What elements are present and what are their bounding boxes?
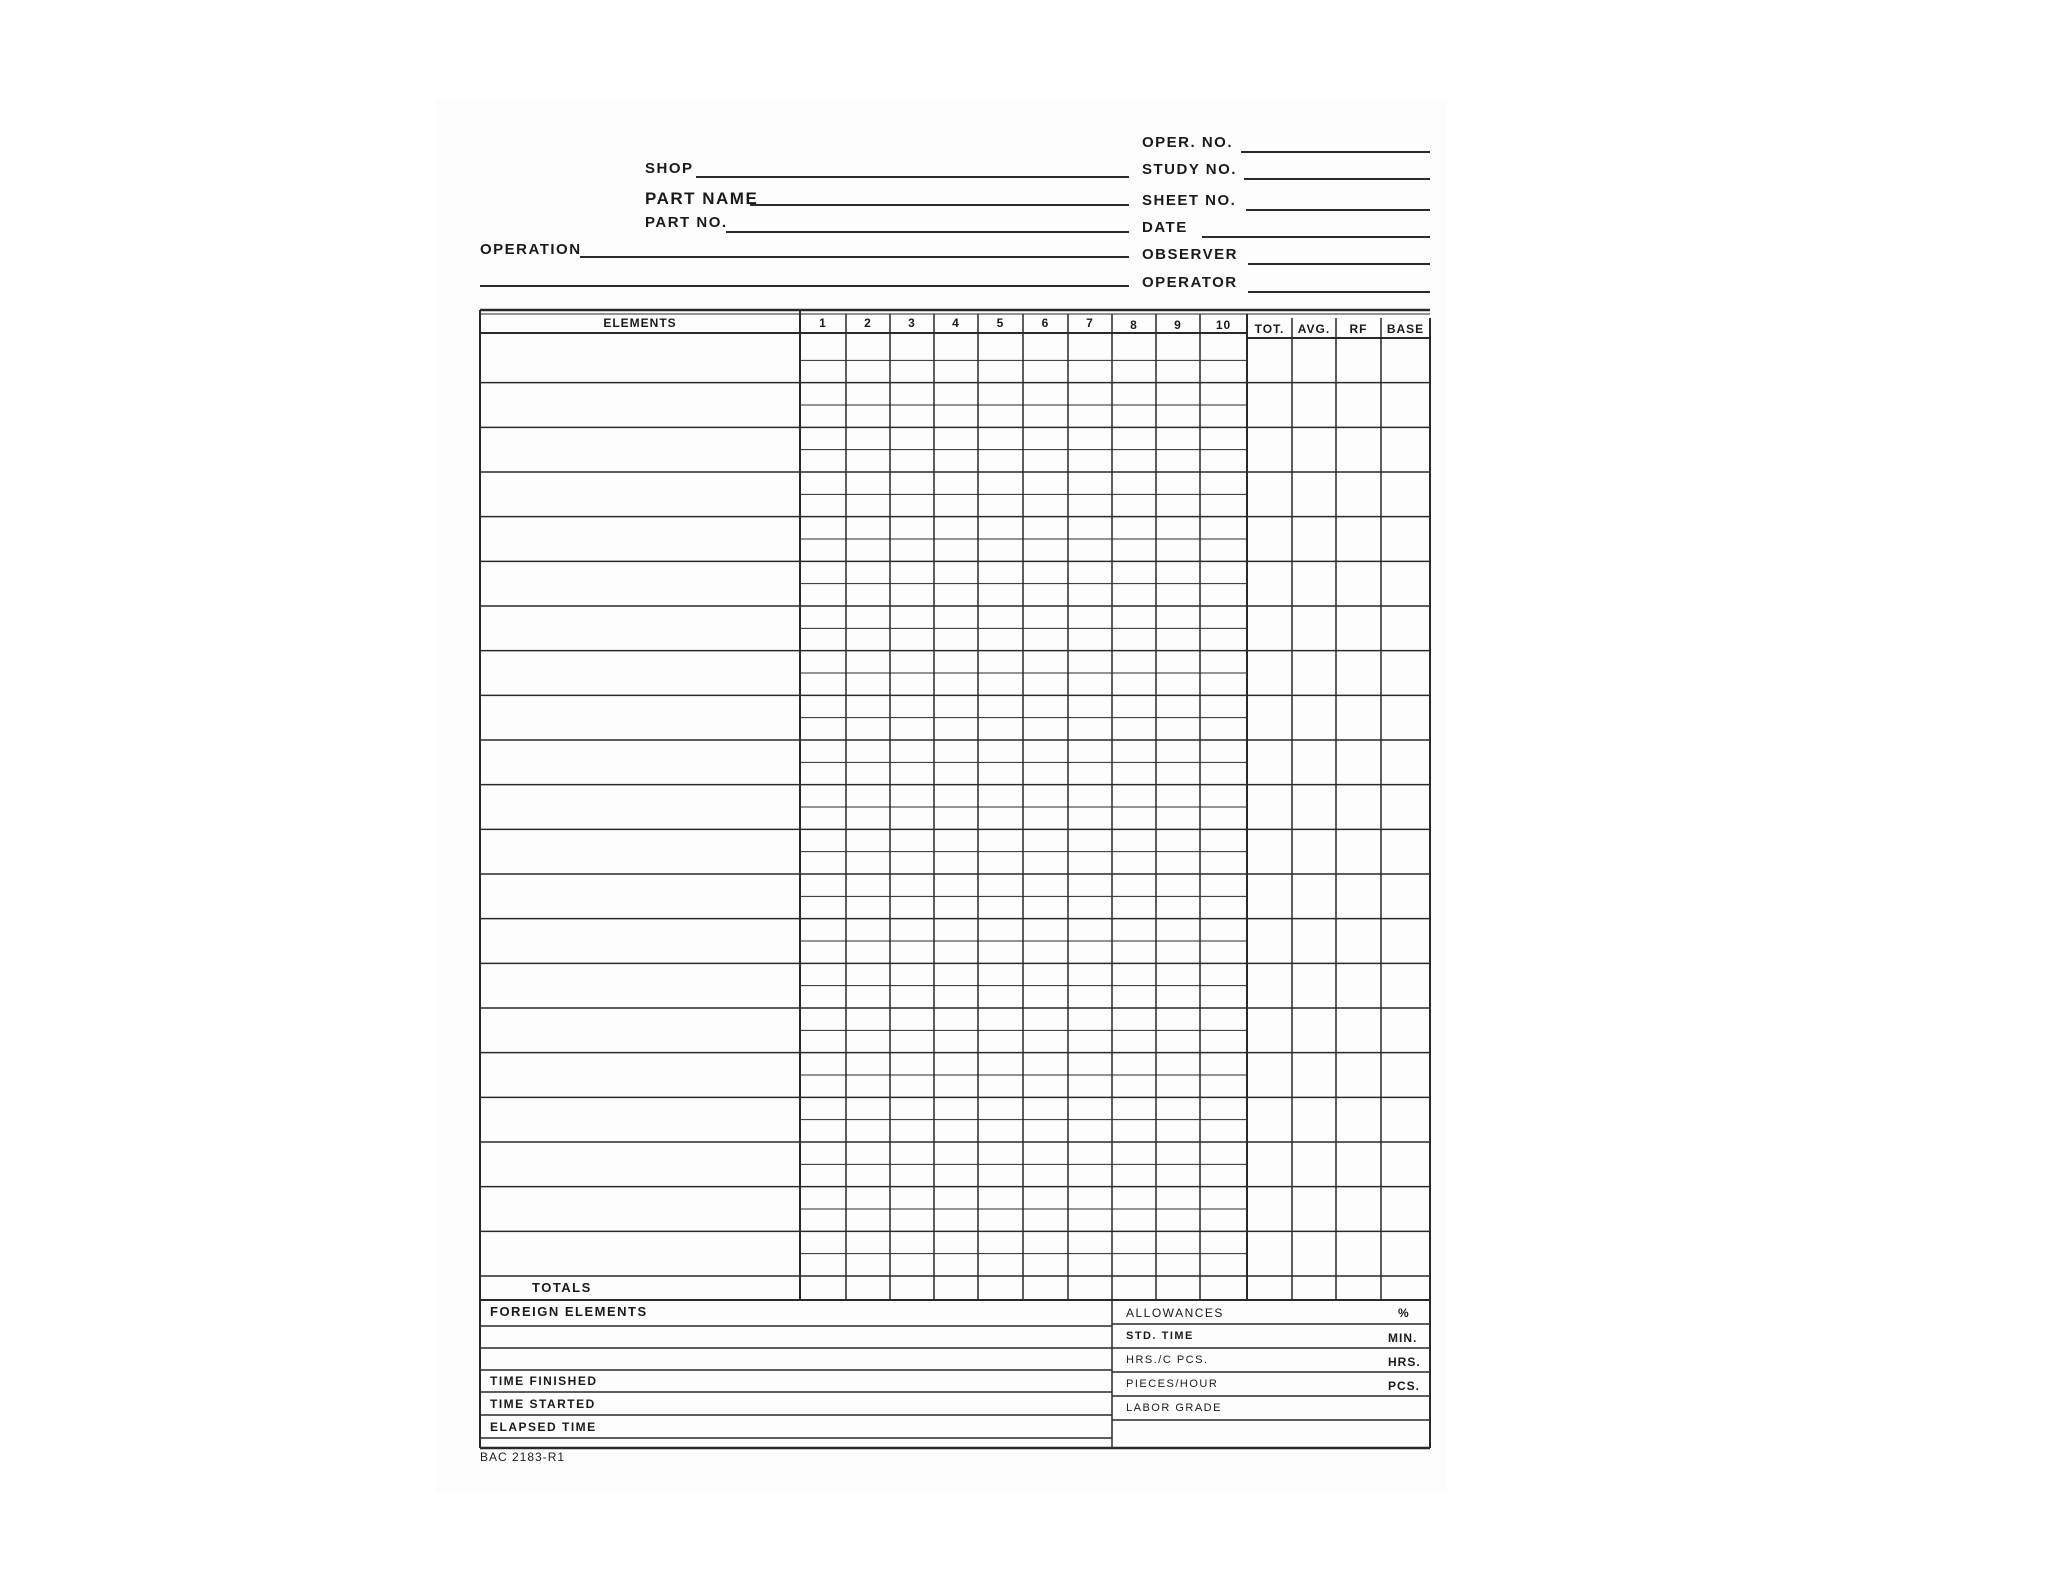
observer-label: OBSERVER	[1142, 246, 1238, 263]
cycle-header-7: 7	[1086, 316, 1094, 330]
cycle-header-8: 8	[1130, 318, 1138, 332]
cycle-header-6: 6	[1041, 316, 1050, 330]
pieces-hour-label: PIECES/HOUR	[1126, 1378, 1219, 1390]
study-no-label: STUDY NO.	[1142, 161, 1237, 178]
operator-label: OPERATOR	[1142, 274, 1238, 291]
cycle-header-4: 4	[952, 316, 960, 330]
avg-header: AVG.	[1297, 322, 1331, 336]
time-started-label: TIME STARTED	[490, 1397, 596, 1411]
allowances-unit: %	[1398, 1306, 1410, 1320]
rf-header: RF	[1349, 322, 1368, 336]
part-name-label: PART NAME	[645, 189, 759, 208]
hrs-c-pcs-label: HRS./C PCS.	[1126, 1354, 1209, 1366]
std-time-label: STD. TIME	[1126, 1330, 1194, 1342]
oper-no-label: OPER. NO.	[1142, 134, 1234, 151]
form-number: BAC 2183-R1	[480, 1450, 566, 1464]
elements-header: ELEMENTS	[603, 316, 677, 330]
cycle-header-5: 5	[996, 316, 1005, 330]
allowances-label: ALLOWANCES	[1126, 1306, 1224, 1320]
sheet-no-label: SHEET NO.	[1142, 192, 1237, 209]
shop-label: SHOP	[645, 160, 694, 177]
cycle-header-2: 2	[864, 316, 872, 330]
foreign-elements-label: FOREIGN ELEMENTS	[490, 1304, 648, 1319]
operation-label: OPERATION	[480, 241, 582, 258]
cycle-header-1: 1	[819, 316, 827, 330]
labor-grade-label: LABOR GRADE	[1126, 1402, 1222, 1414]
totals-label: TOTALS	[532, 1280, 592, 1295]
part-no-label: PART NO.	[645, 214, 728, 231]
time-study-form	[436, 100, 1446, 1492]
pieces-hour-unit: PCS.	[1388, 1379, 1421, 1393]
cycle-header-9: 9	[1174, 318, 1182, 332]
time-finished-label: TIME FINISHED	[490, 1374, 598, 1388]
std-time-unit: MIN.	[1388, 1331, 1418, 1345]
cycle-header-10: 10	[1215, 318, 1232, 332]
date-label: DATE	[1142, 219, 1188, 236]
tot-header: TOT.	[1254, 322, 1285, 336]
hrs-c-pcs-unit: HRS.	[1388, 1355, 1421, 1369]
base-header: BASE	[1386, 322, 1425, 336]
elapsed-time-label: ELAPSED TIME	[490, 1420, 597, 1434]
cycle-header-3: 3	[908, 316, 916, 330]
